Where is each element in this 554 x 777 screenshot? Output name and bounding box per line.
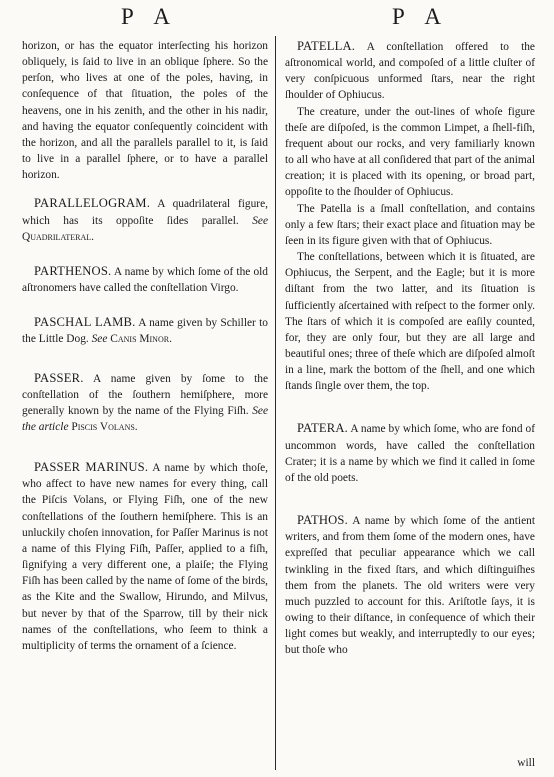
column-divider	[275, 36, 276, 770]
entry-text: A name by which ſome of the antient writers, and from them ſome of the modern ones, have expreſſed that peculiar appearance which we call twinkling in the fixed ſtars, and which diſtinguiſhes them from the planets. The old writers were very much puzzled to account for this. Ariſtotle ſays, it is owing to their diſtance, in conſequence of which their light comes but weakly, and interruptedly to our eyes; but thoſe who	[285, 515, 535, 657]
entry-term: PASCHAL LAMB.	[34, 315, 136, 330]
continuation-paragraph: horizon, or has the equator interſecting his horizon obliquely, is ſaid to live in an oblique ſphere. So the perſon, who lives at one of the poles, having, in conſequence of that ſituation, the poles of the heavens, one in his zenith, and the other in his nadir, and having the equator conſequently coincident with the horizon, and all the parallels parallel to it, is ſaid to live in a parallel ſphere, or to have a parallel horizon.	[22, 40, 268, 182]
entry-text: A name by which ſome of the old aſtronomers have called the conſtellation Virgo.	[22, 265, 268, 295]
patella-paragraph-3: The Patella is a ſmall conſtellation, and contains only a few ſtars; their exact place and ſituation may be ſeen in its figure given with that of Ophiucus.	[285, 202, 535, 247]
patella-paragraph-2: The creature, under the out-lines of whoſe figure theſe are diſpoſed, is the common Limpet, a ſhell-fiſh, frequent about our rocks, and very familiarly known to all who have at all conſidered that part of the animal creation; it is placed with its opening, or broad part, oppoſite to the ſhoulder of Ophiucus.	[285, 105, 535, 199]
entry-text: A name given by Schiller to the Little Dog.	[22, 317, 269, 346]
entry-term: PATELLA.	[297, 39, 356, 53]
entry-text: A conſtellation offered to the aſtronomical world, and compoſed of a little cluſter of very conſpicuous unformed ſtars, near the right ſhoulder of Ophiucus.	[285, 41, 535, 102]
right-column	[285, 38, 535, 658]
entry-parthenos	[22, 263, 268, 296]
entry-text: A name by which thoſe, who affect to have new names for every thing, call the Piſcis Volans, or Flying Fiſh, one of the new conſtellations of the ſouthern hemiſphere. This is an unluckily choſen innovation, for Paſſer Marinus is not a name of this Flying Fiſh, Paſſer, applied to a fiſh, ſignifying a very different one, a plaiſe; the Flying Fiſh has been called by the name of ſome of the birds, as the Kite and the Swallow, Hirundo, and Milvus, but never by that of the Sparrow, till by their nick names of the conſtellations, who ſeem to think a multiplicity of terms the ornament of a ſcience.	[22, 462, 269, 652]
entry-passer-marinus	[22, 459, 268, 654]
entry-text: A quadrilateral figure, which has its oppoſite ſides parallel.	[22, 198, 268, 227]
entry-patella	[285, 38, 535, 104]
entry-pathos	[285, 512, 535, 658]
see-label: See	[91, 333, 108, 346]
cross-reference: Piscis Volans.	[71, 420, 138, 433]
left-column	[22, 38, 268, 654]
entry-term: PASSER.	[34, 370, 84, 385]
catchword: will	[517, 757, 535, 769]
entry-text: A name given by ſome to the conſtellation of the ſouthern hemiſphere, more generally known by the name of the Flying Fiſh.	[22, 372, 268, 417]
entry-paschal-lamb	[22, 314, 268, 347]
entry-parallelogram	[22, 195, 268, 244]
entry-term: PASSER MARINUS.	[34, 460, 149, 475]
cross-reference: Canis Minor.	[110, 333, 172, 346]
entry-passer	[22, 370, 268, 436]
patella-paragraph-4: The conſtellations, between which it is ſituated, are Ophiucus, the Serpent, and the Eagle; but it is more diſtant from the two latter, and its ſituation is ſufficiently aſcertained with reſpect to the former only. The ſtars of which it is compoſed are eaſily counted, for, they are only four, but they are all large and beautiful ones; three of theſe which are diſpoſed almoſt in a line, mark the bottom of the ſhell, and one which ſtands ſingle over them, the top.	[285, 251, 535, 393]
see-label: See the article	[22, 404, 268, 433]
running-head-right: P A	[392, 4, 450, 29]
see-label: See	[252, 214, 268, 227]
running-head-left: P A	[121, 4, 179, 29]
entry-text: A name by which ſome, who are fond of uncommon words, have called the conſtellation Crater; it is a name by which we find it called in ſome of the old poets.	[285, 423, 536, 484]
entry-term: PATERA.	[297, 421, 348, 436]
entry-term: PARTHENOS.	[34, 263, 112, 278]
cross-reference: Quadrilateral.	[22, 230, 94, 243]
entry-term: PATHOS.	[297, 513, 348, 528]
entry-patera	[285, 420, 535, 486]
entry-term: PARALLELOGRAM.	[34, 196, 151, 211]
